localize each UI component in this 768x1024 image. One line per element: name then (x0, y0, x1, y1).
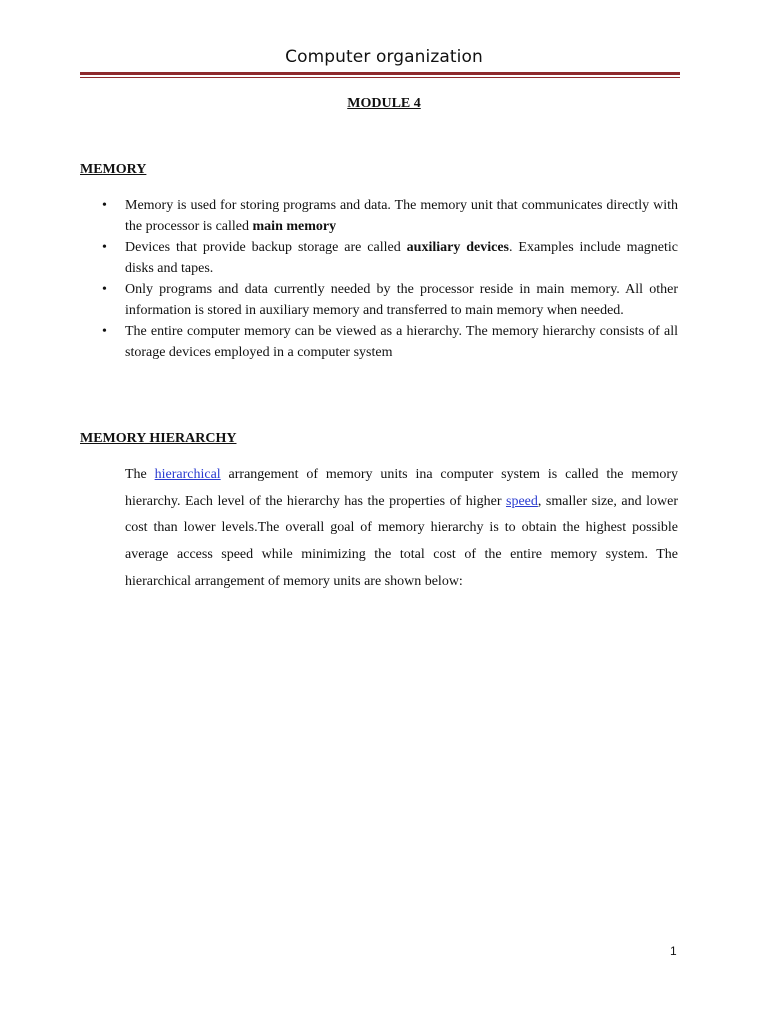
bullet-icon: • (102, 240, 107, 255)
list-item: • Memory is used for storing programs and data. The memory unit that communicates directly with the processor is called main memory (80, 195, 678, 237)
hierarchical-link[interactable]: hierarchical (154, 467, 221, 482)
bold-term: main memory (252, 219, 337, 234)
bold-term: auxiliary devices (406, 240, 510, 255)
bullet-icon: • (102, 198, 107, 213)
list-item: • Only programs and data currently needed by the processor reside in main memory. All other information is stored in auxiliary memory and transferred to main memory when needed. (80, 279, 678, 321)
list-item: • The entire computer memory can be viewed as a hierarchy. The memory hierarchy consists of all storage devices employed in a computer system (80, 321, 678, 363)
list-item: • Devices that provide backup storage are called auxiliary devices. Examples include magnetic disks and tapes. (80, 237, 678, 279)
header-rule (80, 72, 680, 75)
bullet-icon: • (102, 324, 107, 339)
header-rule-thin (80, 77, 680, 78)
speed-link[interactable]: speed (506, 493, 538, 509)
section-heading-memory: MEMORY (80, 162, 147, 177)
memory-bullet-list (80, 195, 678, 363)
module-title: MODULE 4 (347, 96, 421, 111)
memory-hierarchy-paragraph: The hierarchical arrangement of memory units ina computer system is called the memory hierarchy. Each level of the hierarchy has the properties of higher speed, smaller size, and lower cost than lower levels.The overall goal of memory hierarchy is to obtain the highest possible average access speed while minimizing the total cost of the entire memory system. The hierarchical arrangement of memory units are shown below: (125, 467, 678, 589)
running-header-title: Computer organization (285, 47, 483, 67)
bullet-icon: • (102, 282, 107, 297)
page-number: 1 (670, 944, 677, 958)
section-heading-memory-hierarchy: MEMORY HIERARCHY (80, 431, 237, 446)
